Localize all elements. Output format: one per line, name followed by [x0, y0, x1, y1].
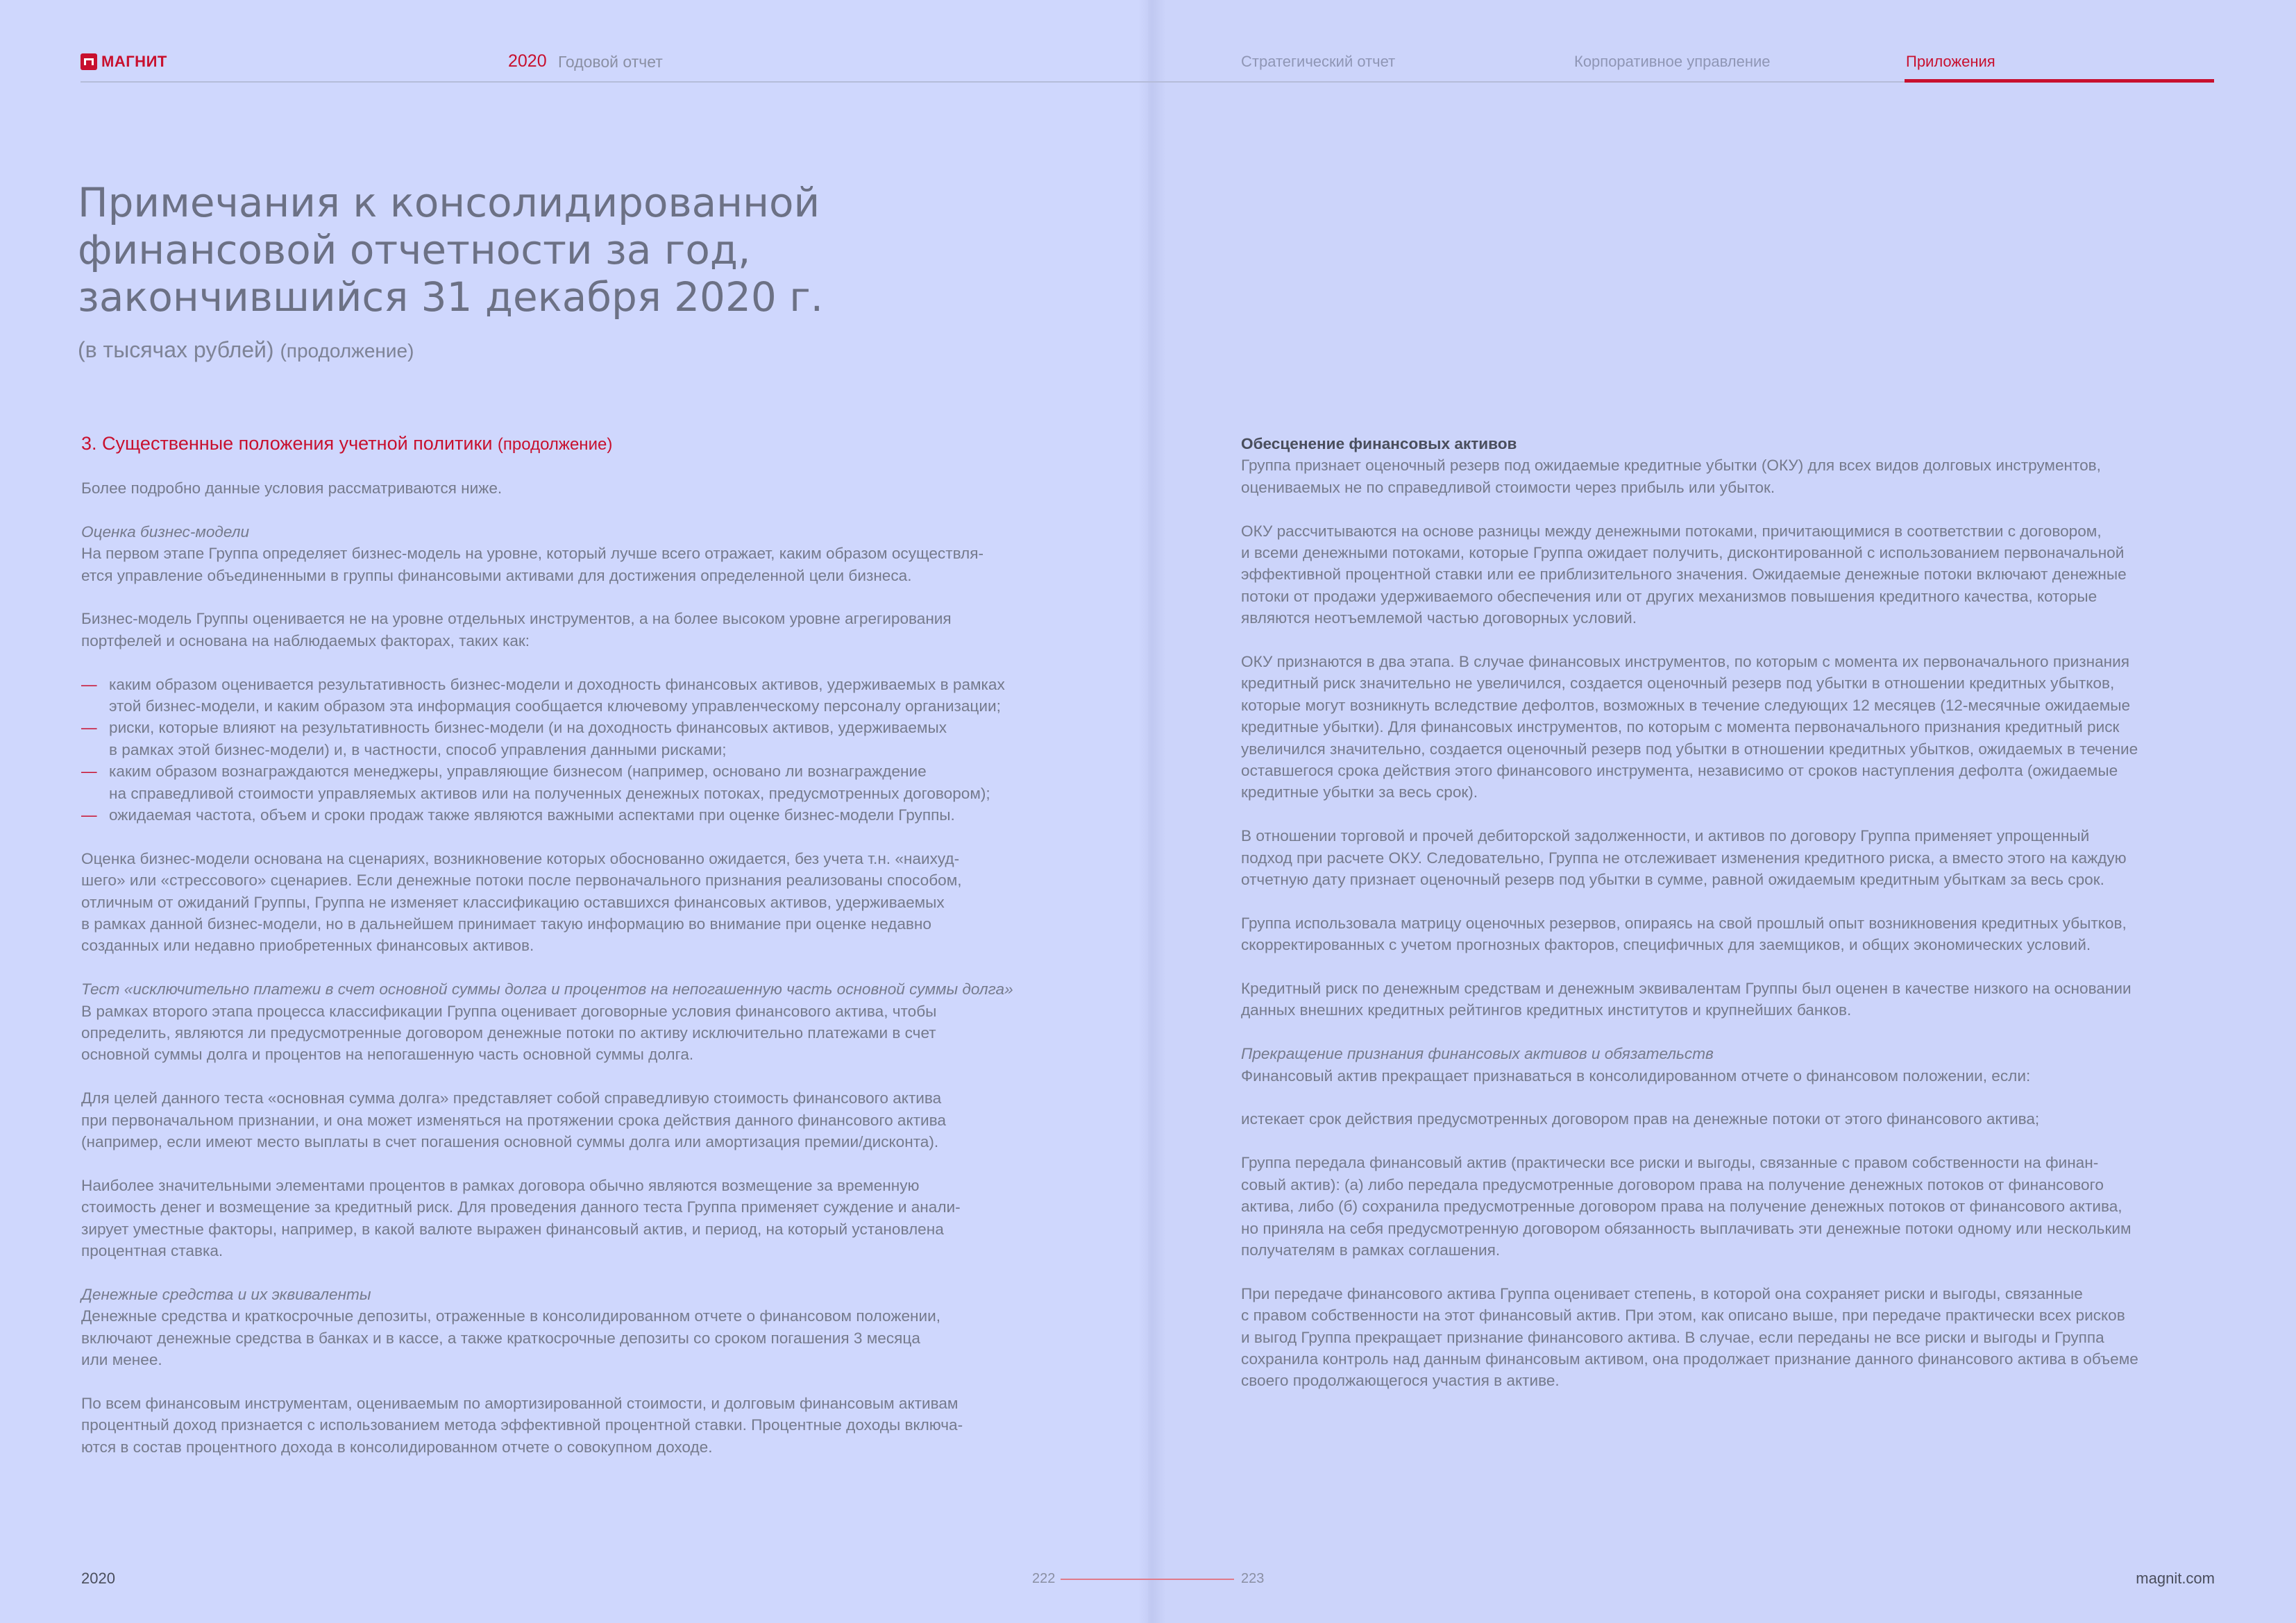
text-line: Группа передала финансовый актив (практически все риски и выгоды, связанные с правом собственности на финан-: [1241, 1154, 2099, 1172]
paragraph: [81, 848, 1081, 957]
paragraph: [81, 978, 1081, 1066]
paragraph: [1241, 1043, 2227, 1087]
text-line: получателям в рамках соглашения.: [1241, 1241, 1501, 1259]
text-line: ется управление объединенными в группы финансовыми активами для достижения определенной цели бизнеса.: [81, 566, 912, 584]
header-report-title: Годовой отчет: [558, 53, 663, 71]
dash-icon: —: [81, 763, 97, 781]
text-line: Денежные средства и краткосрочные депозиты, отраженные в консолидированном отчете о финансовом положении,: [81, 1307, 941, 1325]
text-line: риски, которые влияют на результативность бизнес-модели (и на доходность финансовых активов, удерживаемых: [109, 719, 947, 737]
text-line: кредитные убытки). Для финансовых инструментов, по которым с момента первоначального признания кредитный риск: [1241, 718, 2120, 736]
section-heading-continued: (продолжение): [497, 435, 613, 454]
page-number-left: 222: [1032, 1571, 1056, 1586]
text-line: в рамках этой бизнес-модели) и, в частности, способ управления данными рисками;: [109, 740, 727, 758]
text-line: включают денежные средства в банках и в кассе, а также краткосрочные депозиты со сроком погашения 3 месяца: [81, 1329, 920, 1347]
text-line: стоимость денег и возмещение за кредитный риск. Для проведения данного теста Группа применяет суждение и анали-: [81, 1198, 961, 1216]
text-line: каким образом вознаграждаются менеджеры, управляющие бизнесом (например, основано ли вознаграждение: [109, 763, 927, 781]
text-line: на справедливой стоимости управляемых активов или на полученных денежных потоках, предусмотренных договором);: [109, 784, 990, 802]
nav-appendices[interactable]: Приложения: [1906, 53, 1995, 70]
text-line: зирует уместные факторы, например, в какой валюте выражен финансовый актив, и период, на который установлена: [81, 1220, 944, 1238]
subheading: Денежные средства и их эквиваленты: [81, 1285, 371, 1303]
text-line: Финансовый актив прекращает признаваться в консолидированном отчете о финансовом положении, если:: [1241, 1067, 2031, 1085]
header-year: 2020: [508, 51, 547, 71]
text-line: ожидаемая частота, объем и сроки продаж также являются важными аспектами при оценке бизнес-модели Группы.: [109, 806, 955, 824]
paragraph: [81, 608, 1081, 652]
text-line: портфелей и основана на наблюдаемых факторах, таких как:: [81, 631, 530, 649]
text-line: При передаче финансового актива Группа оценивает степень, в которой она сохраняет риски и выгоды, связанные: [1241, 1284, 2083, 1302]
footer-year: 2020: [81, 1570, 115, 1587]
nav-corporate-governance[interactable]: Корпоративное управление: [1574, 53, 1771, 70]
text-line: определить, являются ли предусмотренные договором денежные потоки по активу исключительно платежами в счет: [81, 1024, 936, 1042]
paragraph: [1241, 651, 2227, 804]
text-line: ОКУ признаются в два этапа. В случае финансовых инструментов, по которым с момента их первоначального признания: [1241, 653, 2129, 671]
text-line: истекает срок действия предусмотренных договором прав на денежные потоки от этого финансового актива;: [1241, 1110, 2040, 1128]
text-line: являются неотъемлемой частью договорных условий.: [1241, 609, 1637, 627]
subheading: Прекращение признания финансовых активов и обязательств: [1241, 1045, 1714, 1063]
text-line: ОКУ рассчитываются на основе разницы между денежными потоками, причитающимися в соответствии с договором,: [1241, 522, 2102, 540]
page-spine: [1138, 0, 1166, 1623]
list-item: [81, 674, 1081, 717]
text-line: сохранила контроль над данным финансовым активом, она продолжает признание данного финансового актива в объеме: [1241, 1350, 2138, 1368]
text-line: этой бизнес-модели, и каким образом эта информация сообщается ключевому управленческому персоналу организации;: [109, 697, 1001, 715]
magnit-logo-icon: [81, 53, 97, 70]
text-line: созданных или недавно приобретенных финансовых активов.: [81, 937, 534, 955]
magnit-logo[interactable]: [81, 53, 167, 71]
list-item: [81, 804, 1081, 826]
subheading: Оценка бизнес-модели: [81, 522, 250, 541]
paragraph: [1241, 433, 2227, 498]
paragraph: [81, 1393, 1081, 1458]
logo-text: МАГНИТ: [101, 53, 167, 70]
text-line: своего продолжающегося участия в активе.: [1241, 1372, 1560, 1390]
text-line: процентная ставка.: [81, 1242, 223, 1260]
paragraph: [81, 477, 1081, 499]
text-line: или менее.: [81, 1351, 162, 1369]
paragraph: [1241, 978, 2227, 1021]
title-line: закончившийся 31 декабря 2020 г.: [78, 273, 824, 321]
text-line: которые могут возникнуть вследствие дефолтов, возможных в течение следующих 12 месяцев (12-месячные ожидаемые: [1241, 696, 2131, 714]
subheading: Обесценение финансовых активов: [1241, 435, 1517, 452]
text-line: совый актив): (а) либо передала предусмотренные договором права на получение денежных потоков от финансового: [1241, 1175, 2104, 1193]
nav-active-indicator: [1905, 79, 2214, 83]
subheading: Тест «исключительно платежи в счет основной суммы долга и процентов на непогашенную часть основной суммы долга»: [81, 980, 1013, 999]
section-heading: [81, 433, 612, 454]
text-line: при первоначальном признании, и она может изменяться на протяжении срока действия данного финансового актива: [81, 1111, 946, 1129]
paragraph: [81, 1087, 1081, 1153]
text-line: с правом собственности на этот финансовый актив. При этом, как описано выше, при передаче практически всех рисков: [1241, 1307, 2125, 1325]
text-line: но приняла на себя предусмотренную договором обязанность выплачивать эти денежные потоки одному или нескольким: [1241, 1219, 2132, 1237]
text-line: (например, если имеют место выплаты в счет погашения основной суммы долга или амортизация премии/дисконта).: [81, 1133, 939, 1151]
dash-icon: —: [81, 806, 97, 824]
page-number-right: 223: [1241, 1571, 1265, 1586]
right-column: [1241, 433, 2227, 1413]
section-heading-text: 3. Существенные положения учетной политики: [81, 433, 493, 454]
page-title: [78, 179, 980, 321]
subtitle-units: (в тысячах рублей): [78, 337, 274, 362]
text-line: подход при расчете ОКУ. Следовательно, Группа не отслеживает изменения кредитного риска, а вместо этого на каждую: [1241, 849, 2127, 867]
list-item: [81, 717, 1081, 760]
text-line: На первом этапе Группа определяет бизнес-модель на уровне, который лучше всего отражает, каким образом осуществля-: [81, 545, 984, 563]
text-line: Оценка бизнес-модели основана на сценариях, возникновение которых обоснованно ожидается, без учета т.н. «наихуд-: [81, 849, 960, 867]
text-line: Для целей данного теста «основная сумма долга» представляет собой справедливую стоимость финансового актива: [81, 1089, 942, 1107]
text-line: Кредитный риск по денежным средствам и денежным эквивалентам Группы был оценен в качестве низкого на основании: [1241, 980, 2132, 998]
text-line: Группа признает оценочный резерв под ожидаемые кредитные убытки (ОКУ) для всех видов долговых инструментов,: [1241, 457, 2101, 475]
text-line: ются в состав процентного дохода в консолидированном отчете о совокупном доходе.: [81, 1438, 713, 1456]
paragraph: [81, 1175, 1081, 1262]
text-line: эффективной процентной ставки или ее приблизительного значения. Ожидаемые денежные потоки включают денежные: [1241, 566, 2127, 584]
nav-strategic-report[interactable]: Стратегический отчет: [1241, 53, 1396, 70]
text-line: Более подробно данные условия рассматриваются ниже.: [81, 479, 503, 497]
page-subtitle: [78, 337, 414, 363]
left-column: [81, 477, 1081, 1480]
text-line: оцениваемых не по справедливой стоимости через прибыль или убыток.: [1241, 478, 1775, 496]
dash-icon: —: [81, 675, 97, 693]
text-line: данных внешних кредитных рейтингов кредитных институтов и крупнейших банков.: [1241, 1001, 1852, 1019]
subtitle-continued: (продолжение): [280, 340, 414, 362]
paragraph: [1241, 912, 2227, 956]
text-line: отчетную дату признает оценочный резерв под убытки в сумме, равной ожидаемым кредитным убыткам за весь срок.: [1241, 871, 2104, 889]
paragraph: [1241, 825, 2227, 890]
text-line: увеличился значительно, создается оценочный резерв под убытки в отношении кредитных убытков, ожидаемых в течение: [1241, 740, 2138, 758]
text-line: В отношении торговой и прочей дебиторской задолженности, и активов по договору Группа применяет упрощенный: [1241, 827, 2090, 845]
page-number-divider: [1061, 1579, 1234, 1580]
text-line: кредитный риск значительно не увеличился, создается оценочный резерв под убытки в отношении кредитных убытков,: [1241, 674, 2115, 692]
text-line: процентный доход признается с использованием метода эффективной процентной ставки. Процентные доходы включа-: [81, 1416, 963, 1434]
text-line: шего» или «стрессового» сценариев. Если денежные потоки после первоначального признания реализованы способом,: [81, 872, 962, 890]
paragraph: [1241, 1283, 2227, 1392]
text-line: в рамках данной бизнес-модели, но в дальнейшем принимает такую информацию во внимание при оценке недавно: [81, 915, 931, 933]
text-line: В рамках второго этапа процесса классификации Группа оценивает договорные условия финансового актива, чтобы: [81, 1002, 937, 1020]
text-line: Группа использовала матрицу оценочных резервов, опираясь на свой прошлый опыт возникновения кредитных убытков,: [1241, 914, 2127, 932]
text-line: и всеми денежными потоками, которые Группа ожидает получить, дисконтированной с использованием первоначальной: [1241, 544, 2125, 562]
paragraph: [1241, 1152, 2227, 1261]
bullet-list: [81, 674, 1081, 826]
text-line: каким образом оценивается результативность бизнес-модели и доходность финансовых активов, удерживаемых в рамках: [109, 675, 1005, 693]
dash-icon: —: [81, 719, 97, 737]
paragraph: [1241, 1108, 2227, 1130]
footer-site-link[interactable]: magnit.com: [2136, 1570, 2215, 1587]
text-line: По всем финансовым инструментам, оцениваемым по амортизированной стоимости, и долговым финансовым активам: [81, 1394, 959, 1412]
text-line: скорректированных с учетом прогнозных факторов, специфичных для заемщиков, и общих экономических условий.: [1241, 936, 2091, 954]
text-line: и выгод Группа прекращает признание финансового актива. В случае, если переданы не все риски и выгоды и Группа: [1241, 1328, 2104, 1346]
text-line: основной суммы долга и процентов на непогашенную часть основной суммы долга.: [81, 1046, 694, 1064]
text-line: оставшегося срока действия этого финансового инструмента, независимо от сроков наступления дефолта (ожидаемые: [1241, 762, 2118, 780]
text-line: Бизнес-модель Группы оценивается не на уровне отдельных инструментов, а на более высоком уровне агрегирования: [81, 610, 952, 628]
text-line: актива, либо (б) сохранила предусмотренные договором права на получение денежных потоков от финансового актива,: [1241, 1198, 2122, 1216]
title-line: Примечания к консолидированной: [78, 179, 820, 226]
paragraph: [1241, 520, 2227, 629]
text-line: потоки от продажи удерживаемого обеспечения или от других механизмов повышения кредитного качества, которые: [1241, 587, 2097, 605]
header-divider: [81, 81, 2214, 83]
paragraph: [81, 1284, 1081, 1371]
paragraph: [81, 521, 1081, 586]
text-line: отличным от ожиданий Группы, Группа не изменяет классификацию оставшихся финансовых активов, удерживаемых: [81, 893, 945, 911]
list-item: [81, 760, 1081, 804]
title-line: финансовой отчетности за год,: [78, 226, 751, 273]
text-line: Наиболее значительными элементами процентов в рамках договора обычно являются возмещение за временную: [81, 1176, 920, 1194]
text-line: кредитные убытки за весь срок).: [1241, 783, 1478, 801]
